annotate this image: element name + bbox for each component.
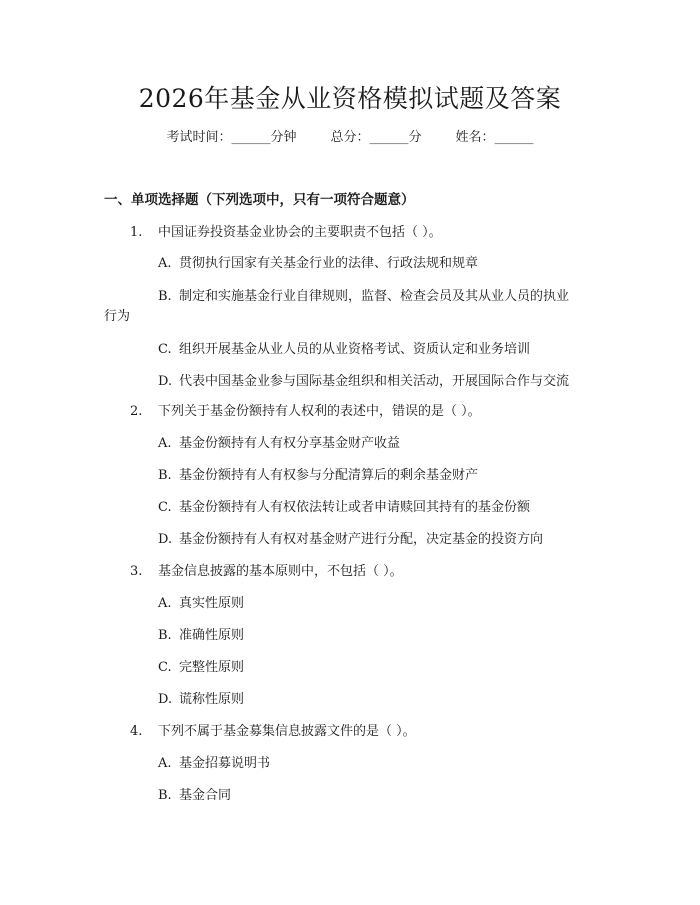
option-label: A. [158,756,172,771]
q1-option-b [158,287,569,307]
option-label: A. [158,256,172,271]
q2-option-a [158,434,400,454]
q1-option-a [158,254,478,274]
option-text: 贯彻执行国家有关基金行业的法律、行政法规和规章 [179,256,479,271]
option-text: 真实性原则 [179,596,245,611]
question-number: 2. [130,404,143,419]
option-text: 完整性原则 [179,660,245,675]
question-3 [130,562,403,582]
option-label: C. [158,500,172,515]
question-text: 下列不属于基金募集信息披露文件的是（ ）。 [158,724,416,739]
option-text: 基金份额持有人有权参与分配清算后的剩余基金财产 [179,468,479,483]
option-label: D. [158,532,173,547]
exam-score: 总分：______分 [330,130,422,145]
option-label: B. [158,628,172,643]
question-number: 3. [130,564,143,579]
question-4 [130,722,416,742]
q1-option-c [158,340,530,360]
option-text: 基金份额持有人有权依法转让或者申请赎回其持有的基金份额 [179,500,531,515]
question-1 [130,223,442,243]
question-text: 基金信息披露的基本原则中，不包括（ ）。 [158,564,403,579]
exam-meta [0,128,700,148]
q3-option-b [158,626,244,646]
option-text: 组织开展基金从业人员的从业资格考试、资质认定和业务培训 [179,342,531,357]
option-text: 准确性原则 [179,628,245,643]
question-number: 4. [130,724,143,739]
option-label: A. [158,596,172,611]
option-text: 谎称性原则 [179,692,245,707]
q1-option-b-continued: 行为 [104,309,131,324]
q3-option-d [158,690,244,710]
option-label: D. [158,692,173,707]
q4-option-b [158,786,231,806]
option-text: 基金合同 [179,788,232,803]
exam-name: 姓名：______ [455,130,534,145]
q3-option-c [158,658,244,678]
option-text: 基金招募说明书 [179,756,271,771]
option-label: B. [158,468,172,483]
q2-option-b [158,466,478,486]
q2-option-c [158,498,530,518]
option-text: 基金份额持有人有权对基金财产进行分配，决定基金的投资方向 [179,532,544,547]
q1-option-d [158,372,569,392]
question-number: 1. [130,225,143,240]
option-label: C. [158,342,172,357]
exam-time: 考试时间：______分钟 [166,130,297,145]
option-text: 制定和实施基金行业自律规则，监督、检查会员及其从业人员的执业 [179,289,570,304]
option-label: B. [158,788,172,803]
q4-option-a [158,754,270,774]
option-label: D. [158,374,173,389]
q3-option-a [158,594,244,614]
option-text: 代表中国基金业参与国际基金组织和相关活动，开展国际合作与交流 [179,374,570,389]
option-label: B. [158,289,172,304]
option-label: A. [158,436,172,451]
option-label: C. [158,660,172,675]
option-text: 基金份额持有人有权分享基金财产收益 [179,436,401,451]
q2-option-d [158,530,543,550]
page-title: 2026年基金从业资格模拟试题及答案 [138,84,562,113]
question-text: 下列关于基金份额持有人权利的表述中，错误的是（ ）。 [158,404,481,419]
question-2 [130,402,481,422]
section-heading: 一、单项选择题（下列选项中，只有一项符合题意） [104,192,415,208]
question-text: 中国证券投资基金业协会的主要职责不包括（ ）。 [158,225,442,240]
